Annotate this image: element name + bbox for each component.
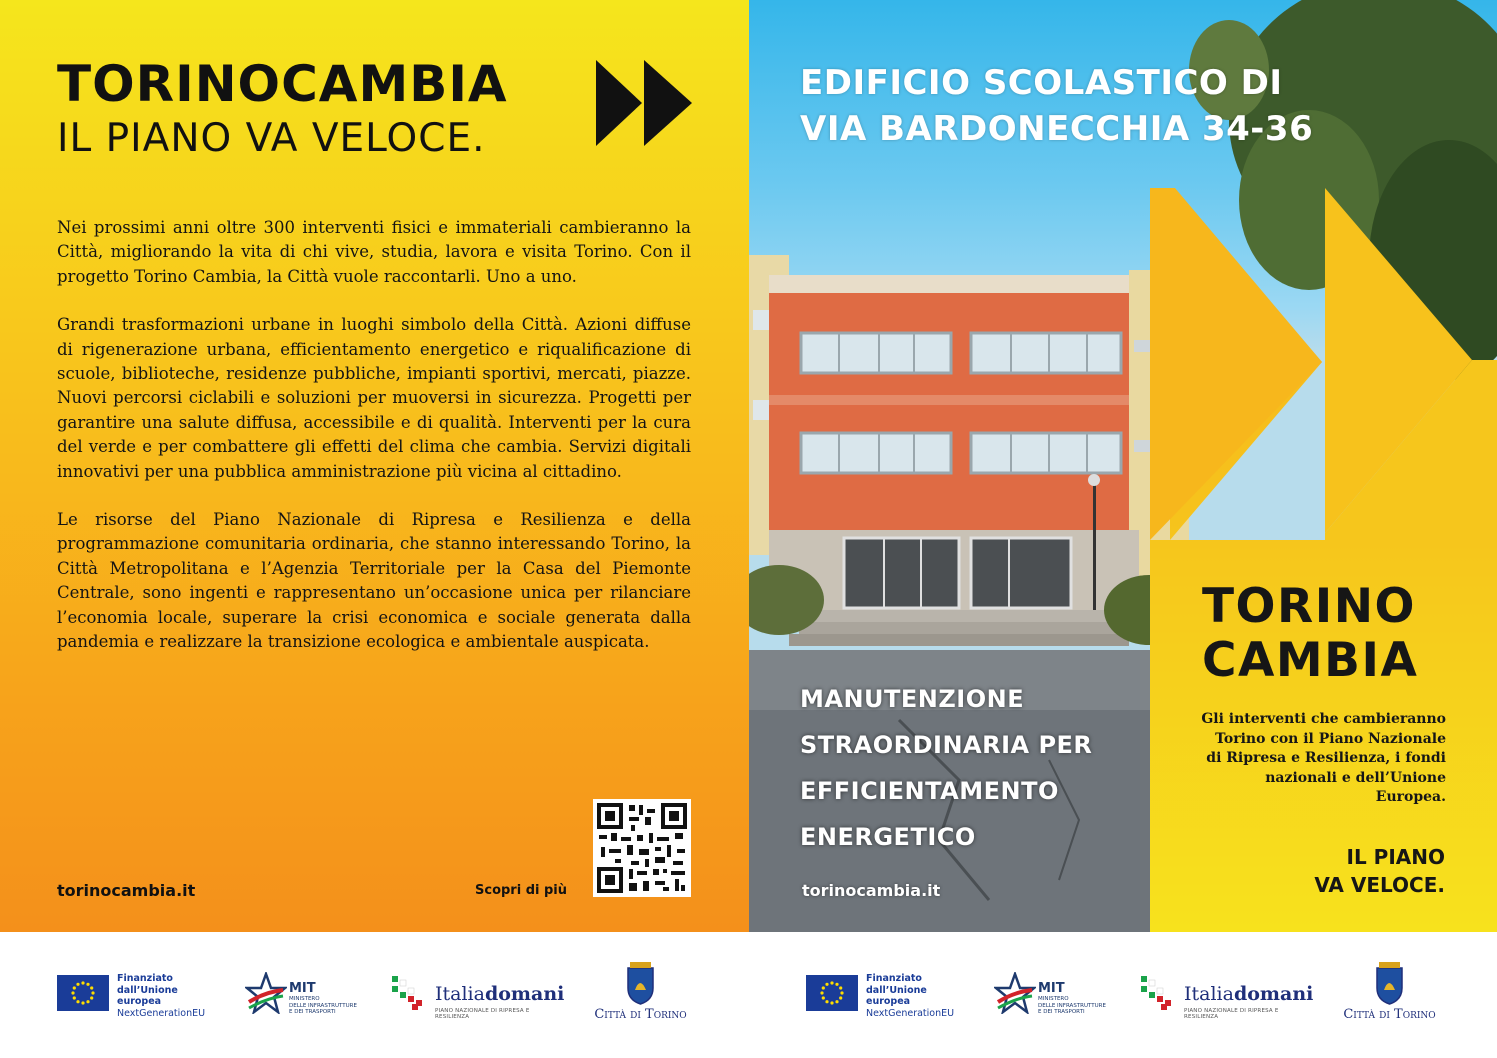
torino-cambia-line2: CAMBIA [1202, 633, 1419, 688]
torino-cambia-line1: TORINO [1202, 579, 1416, 634]
chevron-overlay-icon [1150, 188, 1497, 548]
website-link-right[interactable]: torinocambia.it [802, 881, 941, 900]
italiadomani-text [435, 983, 564, 1020]
eu-line2: dall’Unione europea [117, 984, 178, 1007]
eu-text [866, 973, 966, 1019]
website-link[interactable]: torinocambia.it [57, 881, 196, 900]
torino-coat-of-arms-icon [1332, 962, 1447, 1006]
eu-line1: Finanziato [866, 973, 922, 984]
eu-flag-icon [806, 975, 858, 1011]
qr-caption: Scopri di più [475, 883, 568, 898]
eu-line1: Finanziato [117, 973, 173, 984]
work-line-2: STRAORDINARIA PER [800, 731, 1093, 759]
brand-block [57, 56, 508, 164]
mit-star-icon [245, 972, 287, 1014]
torino-coat-of-arms-icon [583, 962, 698, 1006]
eu-text [117, 973, 217, 1019]
mit-line2: DELLE INFRASTRUTTURE [1038, 1002, 1106, 1009]
building-title-line2: VIA BARDONECCHIA 34-36 [800, 109, 1314, 149]
pnrr-text: PIANO NAZIONALE DI RIPRESA E RESILIENZA [1184, 1008, 1279, 1020]
sponsor-footer [0, 932, 1497, 1058]
work-line-1: MANUTENZIONE [800, 685, 1025, 713]
city-name: Città di Torino [1343, 1007, 1436, 1022]
italia-word: Italia [1184, 983, 1234, 1005]
mit-line3: E DEI TRASPORTI [289, 1009, 336, 1015]
italia-map-icon [388, 972, 428, 1012]
eu-flag-icon [57, 975, 109, 1011]
mit-logo-left [245, 972, 365, 1032]
eu-line3: NextGenerationEU [866, 1007, 955, 1019]
city-name: Città di Torino [594, 1007, 687, 1022]
torino-cambia-title [1202, 580, 1418, 688]
mit-line1: MINISTERO [1038, 996, 1069, 1002]
left-panel [0, 0, 749, 932]
paragraph-1: Nei prossimi anni oltre 300 interventi fisici e immateriali cambieranno la Città, migliorando la vita di chi vive, studia, lavora e visita Torino. Con il progetto Torino Cambia, la Città vuole raccontarli. Uno a uno. [57, 218, 691, 286]
fast-forward-icon [596, 60, 692, 146]
building-title [800, 60, 1313, 152]
mit-text [289, 982, 357, 1016]
mit-line3: E DEI TRASPORTI [1038, 1009, 1085, 1015]
italia-word: Italia [435, 983, 485, 1005]
eu-line3: NextGenerationEU [117, 1007, 206, 1019]
intro-text [57, 216, 691, 679]
citta-torino-logo-right [1332, 962, 1447, 1024]
italiadomani-logo-left [388, 972, 563, 1032]
tagline-line1: IL PIANO [1346, 845, 1445, 869]
brand-slogan: IL PIANO VA VELOCE. [57, 116, 486, 161]
mit-line1: MINISTERO [289, 996, 320, 1002]
mit-name: MIT [1038, 981, 1065, 996]
work-description [800, 676, 1092, 860]
building-title-line1: EDIFICIO SCOLASTICO DI [800, 63, 1283, 103]
tagline-line2: VA VELOCE. [1314, 873, 1445, 897]
mit-text [1038, 982, 1106, 1016]
qr-code[interactable] [593, 799, 691, 897]
domani-word: domani [484, 983, 565, 1005]
mit-star-icon [994, 972, 1036, 1014]
qr-code-graphic [597, 803, 687, 893]
mit-logo-right [994, 972, 1114, 1032]
eu-logo-left [57, 965, 217, 1025]
work-line-3: EFFICIENTAMENTO [800, 777, 1059, 805]
mit-name: MIT [289, 981, 316, 996]
brand-title: TORINOCAMBIA [57, 55, 508, 113]
torino-cambia-description: Gli interventi che cambieranno Torino con il Piano Nazionale di Ripresa e Resilienza, i fondi nazionali e dell’Unione Europea. [1201, 711, 1446, 805]
mit-line2: DELLE INFRASTRUTTURE [289, 1002, 357, 1009]
italiadomani-text [1184, 983, 1313, 1020]
eu-line2: dall’Unione europea [866, 984, 927, 1007]
work-line-4: ENERGETICO [800, 823, 976, 851]
pnrr-text: PIANO NAZIONALE DI RIPRESA E RESILIENZA [435, 1008, 530, 1020]
italiadomani-logo-right [1137, 972, 1312, 1032]
paragraph-3: Le risorse del Piano Nazionale di Ripresa e Resilienza e della programmazione comunitaria ordinaria, che stanno interessando Torino, la Città Metropolitana e l’Agenzia Territoriale per la Casa del Piemonte Centrale, sono ingenti e rappresentano un’occasione unica per rilanciare l’economia locale, superare la crisi economica e sociale generata dalla pandemia e realizzare la transizione ecologica e ambientale auspicata. [57, 510, 691, 652]
domani-word: domani [1233, 983, 1314, 1005]
tagline [1314, 843, 1445, 899]
paragraph-2: Grandi trasformazioni urbane in luoghi simbolo della Città. Azioni diffuse di rigenerazione urbana, efficientamento energetico e riqualificazione di scuole, biblioteche, residenze pubbliche, impianti sportivi, mercati, piazze. Nuovi percorsi ciclabili e soluzioni per muoversi in sicurezza. Progetti per garantire una salute diffusa, accessibile e di qualità. Interventi per la cura del verde e per combattere gli effetti del clima che cambia. Servizi digitali innovativi per una pubblica amministrazione più vicina al cittadino. [57, 315, 691, 481]
italia-map-icon [1137, 972, 1177, 1012]
citta-torino-logo-left [583, 962, 698, 1024]
eu-logo-right [806, 965, 966, 1025]
